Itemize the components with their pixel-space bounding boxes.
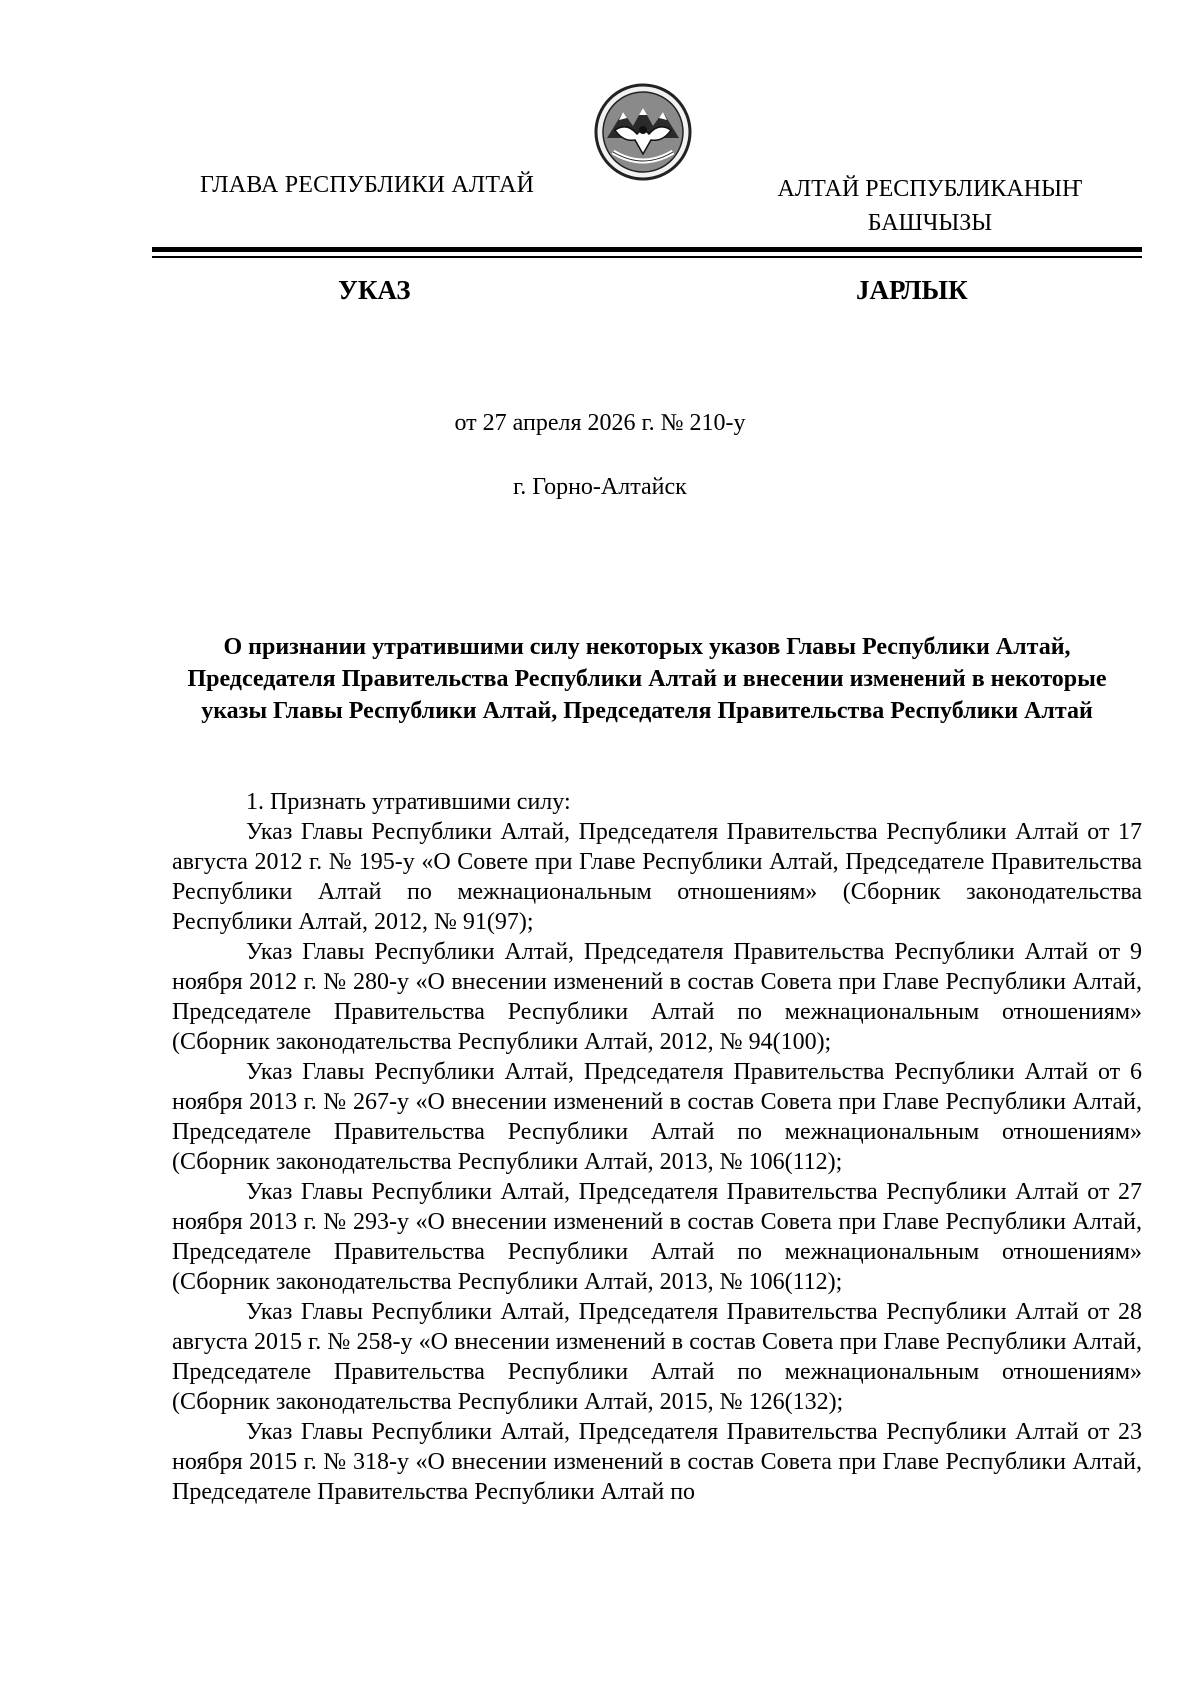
header-rule-thin — [152, 256, 1142, 258]
coat-of-arms-emblem-icon — [593, 82, 693, 182]
body-paragraph: Указ Главы Республики Алтай, Председателя Правительства Республики Алтай от 28 августа 2015 г. № 258-у «О внесении изменений в состав Совета при Главе Республики Алтай, Председателе Правительства Республики Алтай по межнациональным отношениям» (Сборник законодательства Республики Алтай, 2015, № 126(132); — [172, 1299, 1142, 1415]
document-body — [172, 787, 1142, 1507]
doc-type-altai: ЈАРЛЫК — [856, 275, 968, 305]
header-rule-thick — [152, 247, 1142, 252]
document-title: О признании утратившими силу некоторых указов Главы Республики Алтай, Председателя Правительства Республики Алтай и внесении изменений в некоторые указы Главы Республики Алтай, Председателя Правительства Республики Алтай — [187, 634, 1107, 724]
authority-name-altai-line2: БАШЧЫЗЫ — [867, 210, 993, 236]
place-of-issue: г. Горно-Алтайск — [513, 474, 687, 500]
body-paragraph: Указ Главы Республики Алтай, Председателя Правительства Республики Алтай от 27 ноября 2013 г. № 293-у «О внесении изменений в состав Совета при Главе Республики Алтай, Председателе Правительства Республики Алтай по межнациональным отношениям» (Сборник законодательства Республики Алтай, 2013, № 106(112); — [172, 1179, 1142, 1295]
body-paragraph: Указ Главы Республики Алтай, Председателя Правительства Республики Алтай от 17 августа 2012 г. № 195-у «О Совете при Главе Республики Алтай, Председателе Правительства Республики Алтай по межнациональным отношениям» (Сборник законодательства Республики Алтай, 2012, № 91(97); — [172, 819, 1142, 935]
body-paragraph: Указ Главы Республики Алтай, Председателя Правительства Республики Алтай от 9 ноября 2012 г. № 280-у «О внесении изменений в состав Совета при Главе Республики Алтай, Председателе Правительства Республики Алтай по межнациональным отношениям» (Сборник законодательства Республики Алтай, 2012, № 94(100); — [172, 939, 1142, 1055]
date-and-number: от 27 апреля 2026 г. № 210-у — [454, 410, 746, 436]
authority-name-altai-line1: АЛТАЙ РЕСПУБЛИКАНЫҤ — [777, 176, 1083, 202]
body-paragraph: 1. Признать утратившими силу: — [246, 789, 571, 815]
body-paragraph: Указ Главы Республики Алтай, Председателя Правительства Республики Алтай от 6 ноября 2013 г. № 267-у «О внесении изменений в состав Совета при Главе Республики Алтай, Председателе Правительства Республики Алтай по межнациональным отношениям» (Сборник законодательства Республики Алтай, 2013, № 106(112); — [172, 1059, 1142, 1175]
authority-name-russian: ГЛАВА РЕСПУБЛИКИ АЛТАЙ — [200, 172, 535, 198]
authority-name-altai — [760, 172, 1100, 240]
body-paragraph: Указ Главы Республики Алтай, Председателя Правительства Республики Алтай от 23 ноября 2015 г. № 318-у «О внесении изменений в состав Совета при Главе Республики Алтай, Председателе Правительства Республики Алтай по — [172, 1419, 1142, 1505]
doc-type-russian: УКАЗ — [338, 275, 411, 305]
